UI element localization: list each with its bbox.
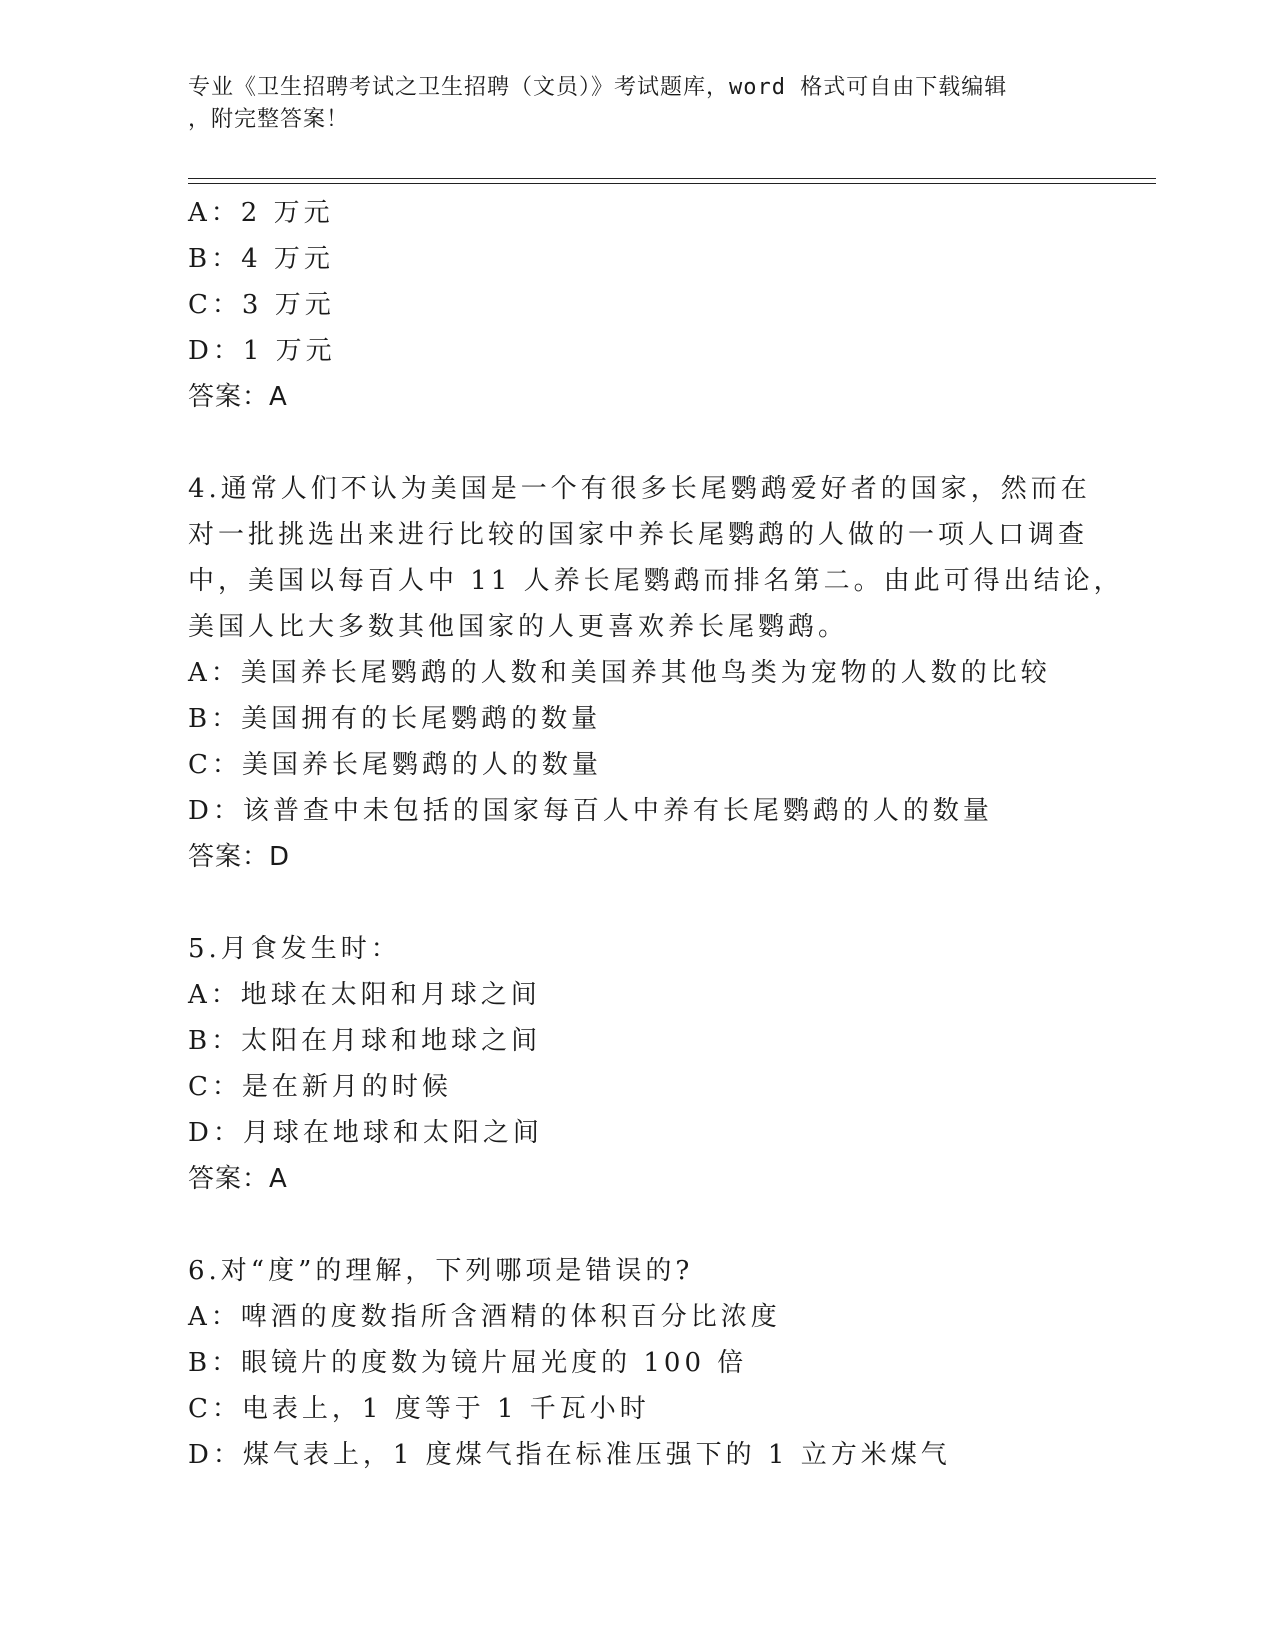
question-6 bbox=[188, 1248, 1088, 1478]
question-stem-line: 6.对“度”的理解，下列哪项是错误的? bbox=[188, 1256, 694, 1286]
question-3 bbox=[188, 190, 1088, 420]
question-5 bbox=[188, 926, 1088, 1202]
option-a: A：地球在太阳和月球之间 bbox=[188, 980, 541, 1010]
option-a: A：2 万元 bbox=[188, 198, 334, 228]
header-line-2: ，附完整答案！ bbox=[188, 107, 350, 132]
option-a: A：美国养长尾鹦鹉的人数和美国养其他鸟类为宠物的人数的比较 bbox=[188, 658, 1051, 688]
option-b: B：美国拥有的长尾鹦鹉的数量 bbox=[188, 704, 602, 734]
option-c: C：是在新月的时候 bbox=[188, 1072, 452, 1102]
option-b: B：眼镜片的度数为镜片屈光度的 100 倍 bbox=[188, 1348, 748, 1378]
option-b: B：太阳在月球和地球之间 bbox=[188, 1026, 542, 1056]
header-divider-bottom bbox=[188, 183, 1156, 184]
spacer bbox=[188, 1202, 1088, 1248]
option-d: D：煤气表上，1 度煤气指在标准压强下的 1 立方米煤气 bbox=[188, 1440, 951, 1470]
answer: 答案：D bbox=[188, 842, 291, 872]
option-b: B：4 万元 bbox=[188, 244, 334, 274]
answer: 答案：A bbox=[188, 1164, 288, 1194]
question-stem-line: 5.月食发生时： bbox=[188, 934, 401, 964]
document-header bbox=[188, 72, 1068, 136]
option-a: A：啤酒的度数指所含酒精的体积百分比浓度 bbox=[188, 1302, 781, 1332]
spacer bbox=[188, 880, 1088, 926]
option-d: D：该普查中未包括的国家每百人中养有长尾鹦鹉的人的数量 bbox=[188, 796, 993, 826]
question-stem-line: 4.通常人们不认为美国是一个有很多长尾鹦鹉爱好者的国家，然而在 bbox=[188, 474, 1091, 504]
spacer bbox=[188, 420, 1088, 466]
option-d: D：月球在地球和太阳之间 bbox=[188, 1118, 543, 1148]
question-list bbox=[188, 190, 1124, 1478]
question-stem-line: 对一批挑选出来进行比较的国家中养长尾鹦鹉的人做的一项人口调查 bbox=[188, 520, 1089, 550]
answer: 答案：A bbox=[188, 382, 288, 412]
header-line-1: 专业《卫生招聘考试之卫生招聘（文员）》考试题库，word 格式可自由下载编辑 bbox=[188, 75, 1008, 100]
option-c: C：3 万元 bbox=[188, 290, 335, 320]
header-divider-top bbox=[188, 178, 1156, 179]
option-c: C：美国养长尾鹦鹉的人的数量 bbox=[188, 750, 602, 780]
option-c: C：电表上，1 度等于 1 千瓦小时 bbox=[188, 1394, 650, 1424]
question-4 bbox=[188, 466, 1124, 880]
option-d: D：1 万元 bbox=[188, 336, 336, 366]
question-stem-line: 美国人比大多数其他国家的人更喜欢养长尾鹦鹉。 bbox=[188, 612, 849, 642]
question-stem-line: 中，美国以每百人中 11 人养长尾鹦鹉而排名第二。由此可得出结论， bbox=[188, 566, 1124, 596]
